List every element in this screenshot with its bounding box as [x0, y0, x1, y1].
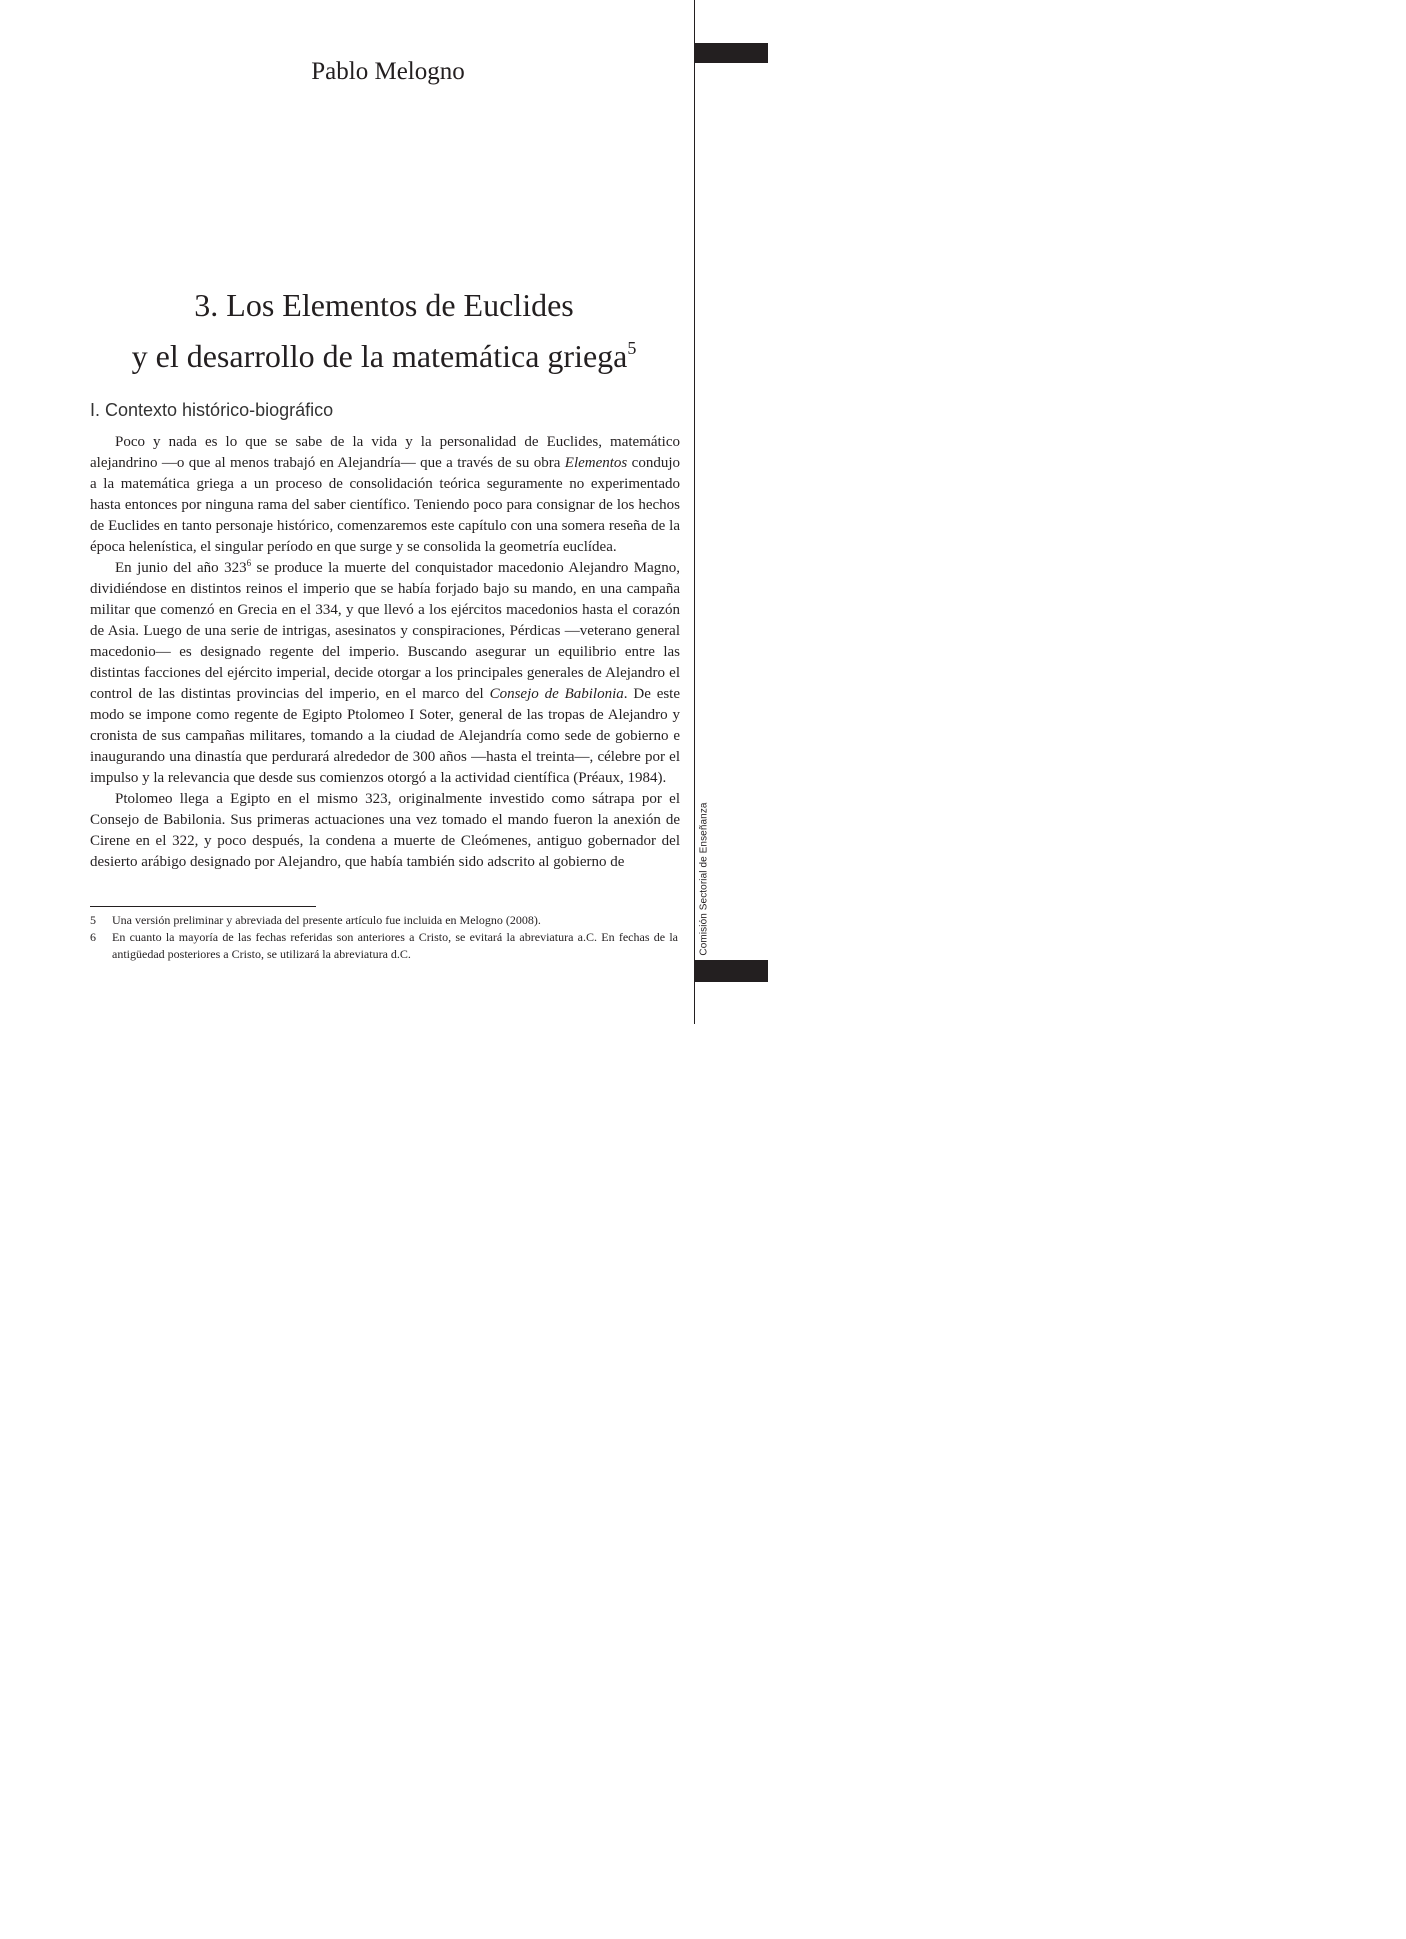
side-label [696, 800, 712, 958]
body-text [90, 432, 680, 873]
page-number: 61 [1394, 1925, 1406, 1937]
title-line-2: y el desarrollo de la matemática griega$^5$ [131, 338, 637, 374]
paragraph: Poco y nada es lo que se sabe de la vida y la personalidad de Euclides, matemático alejandrino —o que al menos trabajó en Alejandría— que a través de su obra Elementos condujo a la matemática griega a un proceso de consolidación teórica seguramente no experimentado hasta entonces por ninguna rama del saber científico. Teniendo poco para consignar de los hechos de Euclides en tanto personaje histórico, comenzaremos este capítulo con una somera reseña de la época helenística, el singular período en que surge y se consolida la geometría euclídea. [90, 434, 680, 555]
paragraph: En junio del año $323^6$ se produce la muerte del conquistador macedonio Alejandro Magno, dividiéndose en distintos reinos el imperio que se había forjado bajo su mando, en una campaña militar que comenzó en Grecia en el 334, y que llevó a los ejércitos macedonios hasta el corazón de Asia. Luego de una serie de intrigas, asesinatos y conspiraciones, Pérdicas —veterano general macedonio— es designado regente del imperio. Buscando asegurar un equilibrio entre las distintas facciones del ejército imperial, decide otorgar a los principales generales de Alejandro el control de las distintas provincias del imperio, en el marco del Consejo de Babilonia. De este modo se impone como regente de Egipto Ptolomeo I Soter, general de las tropas de Alejandro y cronista de sus campañas militares, tomando a la ciudad de Alejandría como sede de gobierno e inaugurando una dinastía que perdurará alrededor de 300 años —hasta el treinta—, célebre por el impulso y la relevancia que desde sus comienzos otorgó a la actividad científica (Préaux, 1984). [90, 558, 681, 786]
section-heading: I. Contexto histórico-biográfico [90, 400, 334, 420]
page-number-tab [695, 960, 1406, 1937]
footnote: 5 Una versión preliminar y abreviada del presente artículo fue incluida en Melogno (2008). [90, 913, 541, 927]
side-label-text: Comisión Sectorial de Enseñanza [698, 802, 710, 956]
chapter-title [0, 284, 768, 378]
title-footnote-ref: 5 [627, 338, 637, 358]
paragraph: Ptolomeo llega a Egipto en el mismo 323, originalmente investido como sátrapa por el Consejo de Babilonia. Sus primeras actuaciones una vez tomado el mando fueron la anexión de Cirene en el 322, y poco después, la condena a muerte de Cleómenes, antiguo gobernador del desierto arábigo designado por Alejandro, que había también sido adscrito al gobierno de [90, 791, 680, 870]
footnote: 6 En cuanto la mayoría de las fechas referidas son anteriores a Cristo, se evitará la abreviatura a.C. En fechas de la antigüedad posteriores a Cristo, se utilizará la abreviatura d.C. [90, 930, 678, 961]
footnotes [90, 912, 678, 963]
author-name: Pablo Melogno [311, 58, 465, 85]
title-line-1: 3. Los Elementos de Euclides [194, 287, 574, 323]
margin-rule [694, 0, 695, 1024]
footnote-rule [90, 906, 316, 907]
footnote-ref: 6 [246, 558, 252, 568]
